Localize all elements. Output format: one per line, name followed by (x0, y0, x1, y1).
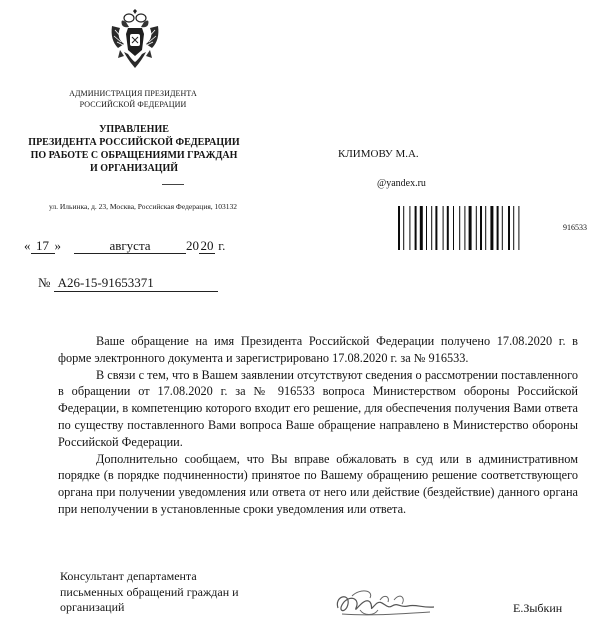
barcode-bar (435, 206, 437, 250)
barcode-bar (490, 206, 493, 250)
barcode-number: 916533 (563, 223, 587, 232)
admin-line-2: РОССИЙСКОЙ ФЕДЕРАЦИИ (79, 100, 187, 109)
barcode (398, 206, 553, 250)
barcode-bar (513, 206, 514, 250)
barcode-bar (415, 206, 417, 250)
barcode-bar (459, 206, 460, 250)
handwritten-signature (330, 586, 442, 622)
barcode-bar (480, 206, 482, 250)
coat-of-arms-emblem (106, 8, 164, 74)
date-day: 17 (31, 239, 55, 254)
date-year-prefix: 20 (186, 238, 199, 253)
dept-line-4: И ОРГАНИЗАЦИЙ (89, 163, 179, 174)
barcode-bar (453, 206, 454, 250)
consultant-title (60, 569, 280, 616)
barcode-bar (502, 206, 503, 250)
barcode-bar (426, 206, 427, 250)
body-paragraph-2: В связи с тем, что в Вашем заявлении отсутствуют сведения о рассмотрении поставленного в обращении от 17.08.2020 г. за № 916533 вопроса Министерством обороны Российской Федерации, в компетенцию которого входит его решение, для обеспечения получения Вами ответа по существу поставленного Вами вопроса Ваше обращение направлено в Министерство обороны Российской Федерации. (58, 367, 578, 449)
barcode-bar (409, 206, 410, 250)
barcode-bar (443, 206, 444, 250)
date-month: августа (74, 239, 186, 254)
dept-line-1: УПРАВЛЕНИЕ (99, 124, 169, 135)
barcode-bar (420, 206, 423, 250)
admin-line-1: АДМИНИСТРАЦИЯ ПРЕЗИДЕНТА (69, 89, 197, 98)
date-suffix: г. (218, 238, 226, 253)
barcode-bar (431, 206, 432, 250)
administration-label (20, 88, 246, 110)
department-divider (162, 184, 184, 185)
dept-line-2: ПРЕЗИДЕНТА РОССИЙСКОЙ ФЕДЕРАЦИИ (28, 137, 240, 148)
body-paragraph-3: Дополнительно сообщаем, что Вы вправе обжаловать в суд или в административном порядке (в порядке подчиненности) принятое по Вашему обращению решение соответствующего органа при получении уведомления или ответа от него или действие (бездействие) данного органа при неполучении в установленные сроки уведомления или ответа. (58, 451, 578, 516)
barcode-bar (398, 206, 400, 250)
dept-line-3: ПО РАБОТЕ С ОБРАЩЕНИЯМИ ГРАЖДАН (30, 150, 238, 161)
department-title (0, 123, 268, 175)
letter-body (58, 333, 578, 518)
barcode-bar (447, 206, 449, 250)
barcode-bar (476, 206, 477, 250)
body-paragraph-1: Ваше обращение на имя Президента Российской Федерации получено 17.08.2020 г. в форме электронного документа и зарегистрировано 17.08.2020 г. за № 916533. (58, 334, 578, 365)
barcode-bar (508, 206, 510, 250)
signer-name: Е.Зыбкин (513, 601, 563, 615)
barcode-bar (469, 206, 472, 250)
date-year-suffix: 20 (200, 238, 214, 253)
barcode-bar (403, 206, 404, 250)
barcode-bar (497, 206, 499, 250)
document-date: « 17 » августа 20 20 г. (24, 238, 226, 253)
registration-number (38, 275, 218, 292)
consultant-line-1: Консультант департамента (60, 569, 197, 583)
recipient-email: @yandex.ru (377, 178, 426, 189)
barcode-bar (485, 206, 486, 250)
sender-address: ул. Ильинка, д. 23, Москва, Российская Федерация, 103132 (48, 202, 238, 211)
barcode-bar (518, 206, 519, 250)
registration-label: № (38, 275, 51, 290)
registration-value: А26-15-91653371 (54, 275, 218, 292)
barcode-bar (464, 206, 465, 250)
consultant-line-2: письменных обращений граждан и (60, 584, 239, 599)
recipient-name: КЛИМОВУ М.А. (338, 148, 419, 160)
consultant-line-3: организаций (60, 600, 125, 614)
